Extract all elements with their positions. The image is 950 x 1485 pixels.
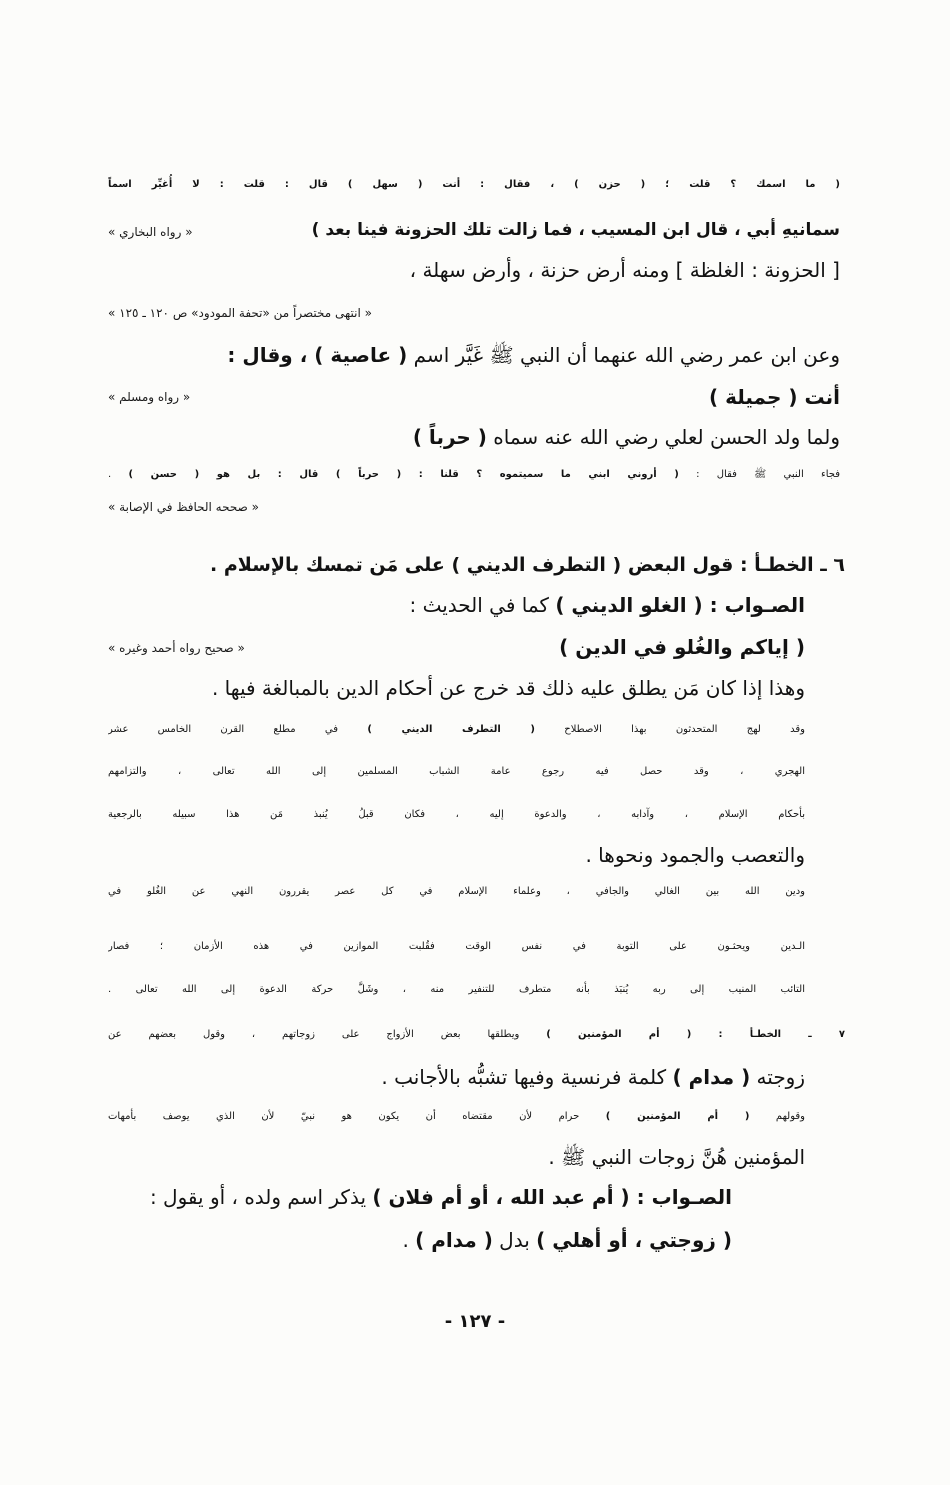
text-segment: فجاء النبي ﷺ فقال : — [678, 469, 840, 480]
text-line — [108, 795, 805, 835]
text-segment: الهجري ، وقد حصل فيه رجوع عامة الشباب المسلمين إلى الله تعالى ، والتزامهم — [108, 766, 805, 777]
bold-text-segment: ( أم المؤمنين ) — [605, 1111, 750, 1122]
text-segment: في مطلع القرن الخامس عشر — [108, 724, 368, 735]
quote-line — [300, 210, 840, 250]
bold-text-segment: ( أم عبد الله ، أو أم فلان ) — [372, 1185, 630, 1209]
item-6-error-line — [205, 545, 845, 585]
text-line — [108, 668, 805, 708]
text-line — [108, 455, 840, 495]
text-segment: كما في الحديث : — [409, 593, 556, 617]
bold-text-segment: سمانيهِ أبي ، قال ابن المسيب ، فما زالت تلك الحزونة فينا بعد ) — [311, 220, 840, 240]
bold-text-segment: ٧ ـ — [781, 1029, 845, 1040]
text-segment: ودين الله بين الغالي والجافي ، وعلماء الإسلام في كل عصر يقررون النهي عن الغُلو في — [108, 886, 805, 897]
item-6-correct-line — [108, 585, 805, 625]
text-line — [108, 710, 805, 750]
text-line — [108, 335, 840, 375]
bold-text-segment: الصـواب : — [629, 1185, 732, 1209]
bold-text-segment: أنت ( جميلة ) — [709, 385, 840, 409]
bold-text-segment: ( مدام ) — [415, 1228, 493, 1252]
bold-text-segment: ( التطرف الديني ) — [367, 724, 535, 735]
bold-text-segment: ( الغلو الديني ) — [555, 593, 703, 617]
text-segment: ولما ولد الحسن لعلي رضي الله عنه سماه — [486, 425, 840, 449]
bold-text-segment: ( عاصية ) ، وقال : — [227, 343, 408, 367]
text-segment: وقولهم — [749, 1111, 805, 1122]
bold-text-segment: الخطـأ : — [691, 1029, 782, 1040]
citation-note: « رواه ومسلم » — [108, 390, 191, 404]
text-segment: والتعصب والجمود ونحوها . — [585, 843, 805, 867]
bold-text-segment: ( مدام ) — [672, 1065, 751, 1089]
bold-text-segment: الخطـأ : — [733, 554, 814, 576]
text-line — [108, 1057, 805, 1097]
bold-text-segment: ( حرباً ) — [412, 425, 487, 449]
text-line — [108, 872, 805, 912]
hadith-quote-line — [325, 627, 805, 667]
bold-text-segment: ( ما اسمك ؟ قلت ؛ ( حزن ) ، فقال : أنت ( سهل ) قال : قلت : لا أُغيِّر اسماً — [108, 179, 840, 190]
quote-line — [108, 165, 840, 205]
text-segment: الـدين ويحثـون على التوبة في نفس الوقت فقُلبت الموازين في هذه الأزمان ؛ فصار — [108, 941, 805, 952]
bold-text-segment: ٦ ـ — [813, 554, 845, 576]
text-line — [108, 1097, 805, 1137]
text-segment: وقد لهج المتحدثون بهذا الاصطلاح — [534, 724, 805, 735]
bold-text-segment: قول البعض ( التطرف الديني ) على مَن تمسك بالإسلام . — [210, 554, 734, 576]
text-segment: المؤمنين هُنَّ زوجات النبي ﷺ . — [548, 1145, 805, 1169]
quote-line — [320, 377, 840, 417]
text-segment: حرام لأن مقتضاه أن يكون هو نبيّ لأن الذي يوصف بأمهات — [108, 1111, 606, 1122]
bold-text-segment: ( أم المؤمنين ) — [546, 1029, 692, 1040]
text-segment: ويطلقها بعض الأزواج على زوجاتهم ، وقول بعضهم عن — [108, 1029, 547, 1040]
text-segment: زوجته — [750, 1065, 805, 1089]
text-segment: . — [402, 1228, 416, 1252]
text-segment: بأحكام الإسلام ، وآدابه ، والدعوة إليه ، فكان قبلُ يُنبذ مَن هذا سبيله بالرجعية — [108, 809, 805, 820]
text-line — [108, 927, 805, 967]
text-line — [108, 835, 805, 875]
text-segment: [ الحزونة : الغلظة ] ومنه أرض حزنة ، وأرض سهلة ، — [409, 258, 840, 282]
bold-text-segment: الصـواب : — [702, 593, 805, 617]
bold-text-segment: ( إياكم والغُلو في الدين ) — [559, 635, 805, 659]
item-7-error-line — [108, 1015, 845, 1055]
text-segment: وعن ابن عمر رضي الله عنهما أن النبي ﷺ غَيَّر اسم — [407, 343, 840, 367]
citation-note: « صححه الحافظ في الإصابة » — [108, 500, 259, 514]
bold-text-segment: ( أروني ابني ما سميتموه ؟ قلنا : ( حرباً ) قال : بل هو ( حسن ) — [128, 469, 679, 480]
text-line — [108, 1220, 732, 1260]
text-segment: بدل — [492, 1228, 537, 1252]
text-segment: . — [108, 469, 129, 480]
page-number: - ١٢٧ - — [444, 1311, 506, 1332]
text-line — [108, 417, 840, 457]
citation-note: « انتهى مختصراً من «تحفة المودود» ص ١٢٠ ـ ١٢٥ » — [108, 306, 372, 320]
citation-note: « صحيح رواه أحمد وغيره » — [108, 641, 245, 655]
text-line — [108, 970, 805, 1010]
text-segment: كلمة فرنسية وفيها تشبُّه بالأجانب . — [381, 1065, 673, 1089]
text-line — [108, 752, 805, 792]
text-segment: يذكر اسم ولده ، أو يقول : — [149, 1185, 373, 1209]
citation-note: « رواه البخاري » — [108, 225, 193, 239]
item-7-correct-line — [108, 1177, 732, 1217]
text-line — [108, 250, 840, 290]
bold-text-segment: ( زوجتي ، أو أهلي ) — [536, 1228, 732, 1252]
text-segment: وهذا إذا كان مَن يطلق عليه ذلك قد خرج عن أحكام الدين بالمبالغة فيها . — [211, 676, 805, 700]
text-segment: التائب المنيب إلى ربه يُنبَذ بأنه متطرف للتنفير منه ، وشَلَّ حركة الدعوة إلى الله تعالى . — [108, 984, 805, 995]
text-line — [108, 1137, 805, 1177]
